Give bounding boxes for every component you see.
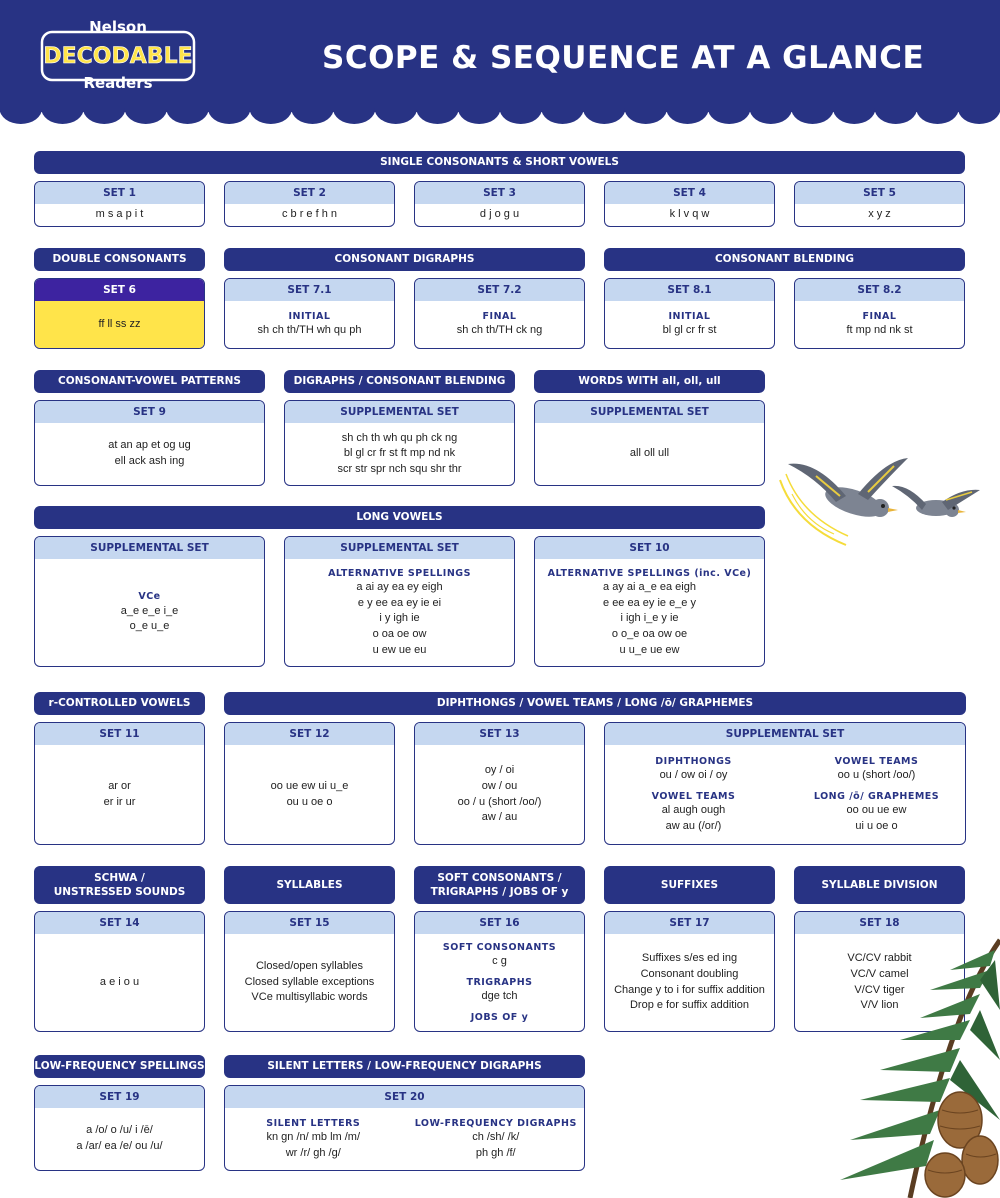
section-consonant-vowel-patterns: CONSONANT-VOWEL PATTERNS [34, 370, 265, 393]
card-line: e y ee ea ey ie ei [357, 596, 442, 609]
card-body [285, 423, 514, 485]
card-subtitle: FINAL [862, 310, 897, 322]
card-body [415, 301, 584, 348]
card-subtitle: LOW-FREQUENCY DIGRAPHS [414, 1117, 577, 1129]
card-subtitle: ALTERNATIVE SPELLINGS [328, 567, 471, 579]
card-group [792, 755, 961, 784]
card-group [229, 1117, 398, 1162]
card-line: o oa oe ow [372, 628, 427, 641]
card-title: SET 15 [225, 912, 394, 934]
nelson-decodable-readers-logo [38, 18, 198, 94]
section-consonant-digraphs: CONSONANT DIGRAPHS [224, 248, 585, 271]
card-line: e ee ea ey ie e_e y [603, 596, 696, 609]
card-body [535, 423, 764, 485]
card-group [792, 790, 961, 835]
section-double-consonants: DOUBLE CONSONANTS [34, 248, 205, 271]
section-consonant-blending: CONSONANT BLENDING [604, 248, 965, 271]
pine-branch-illustration [830, 930, 1000, 1198]
card-line: Suffixes s/es ed ing [641, 952, 738, 965]
card-line: c g [492, 955, 507, 968]
card-line: Change y to i for suffix addition [614, 983, 765, 996]
supplemental-alternative-spellings-card [284, 536, 515, 667]
card-line: V/V lion [860, 999, 899, 1012]
card-line: m s a p i t [95, 208, 144, 221]
card-body [535, 559, 764, 666]
set-8-1-card [604, 278, 775, 349]
card-title: SET 5 [795, 182, 964, 204]
card-title: SUPPLEMENTAL SET [35, 537, 264, 559]
section-soft-line1: SOFT CONSONANTS / [437, 871, 562, 884]
card-line: Drop e for suffix addition [629, 999, 750, 1012]
card-title: SET 10 [535, 537, 764, 559]
card-title: SET 14 [35, 912, 204, 934]
card-line: ou / ow oi / oy [659, 769, 728, 782]
card-body [35, 934, 204, 1031]
card-body [415, 204, 584, 226]
card-line: k l v q w [669, 208, 710, 221]
section-soft-line2: TRIGRAPHS / JOBS OF y [430, 886, 569, 898]
card-title: SET 20 [225, 1086, 584, 1108]
supplemental-vce-card [34, 536, 265, 667]
card-line: VC/V camel [850, 967, 909, 980]
set-19-card [34, 1085, 205, 1171]
card-subtitle: ALTERNATIVE SPELLINGS (inc. VCe) [547, 567, 752, 579]
card-line: ar or [108, 779, 131, 792]
card-line: a_e e_e i_e [120, 604, 179, 617]
card-line: c b r e f h n [281, 208, 338, 221]
card-subtitle: DIPHTHONGS [655, 755, 732, 767]
card-body [35, 423, 264, 485]
card-line: Closed syllable exceptions [244, 975, 375, 988]
card-body [415, 745, 584, 844]
set-5-card [794, 181, 965, 227]
set-10-card [534, 536, 765, 667]
card-line: Closed/open syllables [255, 960, 363, 973]
card-title: SET 11 [35, 723, 204, 745]
svg-text:Nelson: Nelson [89, 18, 147, 36]
card-body [35, 204, 204, 226]
card-title: SET 13 [415, 723, 584, 745]
set-16-card [414, 911, 585, 1032]
section-diphthongs: DIPHTHONGS / VOWEL TEAMS / LONG /ō/ GRAPHEMES [224, 692, 966, 715]
card-body [605, 934, 774, 1031]
card-body [35, 1108, 204, 1170]
section-r-controlled-vowels: r-CONTROLLED VOWELS [34, 692, 205, 715]
card-groups [229, 1117, 580, 1162]
birds-illustration [776, 450, 986, 550]
card-subtitle: SILENT LETTERS [266, 1117, 361, 1129]
card-line: ou u oe o [286, 795, 333, 808]
set-9-card [34, 400, 265, 486]
card-line: oo ou ue ew [846, 804, 907, 817]
card-title: SUPPLEMENTAL SET [605, 723, 965, 745]
card-subtitle: VCe [138, 591, 161, 603]
card-line: at an ap et og ug [108, 439, 191, 452]
card-subtitle: INITIAL [668, 310, 711, 322]
card-body [605, 301, 774, 348]
card-line: a ay ai a_e ea eigh [603, 581, 696, 594]
section-silent-letters: SILENT LETTERS / LOW-FREQUENCY DIGRAPHS [224, 1055, 585, 1078]
card-line: oo / u (short /oo/) [457, 795, 542, 808]
card-subtitle: JOBS OF y [470, 1011, 529, 1023]
set-4-card [604, 181, 775, 227]
card-body [225, 301, 394, 348]
section-syllable-division: SYLLABLE DIVISION [794, 866, 965, 904]
section-single-consonants: SINGLE CONSONANTS & SHORT VOWELS [34, 151, 965, 174]
card-body [605, 745, 965, 844]
card-body [795, 301, 964, 348]
card-title: SUPPLEMENTAL SET [285, 401, 514, 423]
card-line: dge tch [481, 990, 518, 1003]
card-line: aw / au [481, 811, 518, 824]
card-line: ui u oe o [855, 819, 898, 832]
set-1-card [34, 181, 205, 227]
card-line: ell ack ash ing [114, 455, 185, 467]
card-title: SET 16 [415, 912, 584, 934]
card-line: ff ll ss zz [98, 317, 141, 330]
card-line: scr str spr nch squ shr thr [337, 462, 462, 475]
card-subtitle: FINAL [482, 310, 517, 322]
card-line: ft mp nd nk st [846, 324, 913, 337]
card-group [609, 790, 778, 835]
card-body [795, 204, 964, 226]
card-line: x y z [868, 208, 891, 221]
card-title: SET 7.2 [415, 279, 584, 301]
card-line: oy / oi [484, 764, 515, 777]
section-soft-consonants [414, 866, 585, 904]
card-title: SUPPLEMENTAL SET [535, 401, 764, 423]
card-title: SET 19 [35, 1086, 204, 1108]
set-14-card [34, 911, 205, 1032]
card-title: SET 18 [795, 912, 964, 934]
card-line: ph gh /f/ [475, 1146, 516, 1159]
set-7-2-card [414, 278, 585, 349]
card-line: ch /sh/ /k/ [472, 1131, 520, 1144]
card-title: SET 3 [415, 182, 584, 204]
card-body [225, 1108, 584, 1170]
card-line: u u_e ue ew [619, 643, 680, 656]
card-line: a /o/ o /u/ i /ē/ [86, 1124, 153, 1137]
set-7-1-card [224, 278, 395, 349]
card-subtitle: SOFT CONSONANTS [442, 941, 557, 953]
set-13-card [414, 722, 585, 845]
card-title: SET 9 [35, 401, 264, 423]
card-body [35, 301, 204, 348]
card-line: d j o g u [479, 208, 520, 221]
supplemental-digraphs-card [284, 400, 515, 486]
card-body [225, 934, 394, 1031]
scalloped-edge [0, 108, 1000, 132]
card-subtitle: VOWEL TEAMS [834, 755, 919, 767]
card-line: oo u (short /oo/) [837, 769, 916, 782]
card-title: SET 4 [605, 182, 774, 204]
card-line: o o_e oa ow oe [611, 628, 688, 641]
set-12-card [224, 722, 395, 845]
card-body [35, 745, 204, 844]
section-words-all-oll-ull: WORDS WITH all, oll, ull [534, 370, 765, 393]
card-body [415, 934, 584, 1031]
card-line: sh ch th wh qu ph ck ng [341, 431, 458, 444]
card-line: Consonant doubling [640, 967, 739, 980]
card-title: SET 12 [225, 723, 394, 745]
card-body [225, 745, 394, 844]
section-suffixes: SUFFIXES [604, 866, 775, 904]
card-subtitle: INITIAL [288, 310, 331, 322]
card-line: bl gl cr fr st ft mp nd nk [343, 447, 456, 460]
card-line: a /ar/ ea /e/ ou /u/ [76, 1140, 163, 1152]
card-line: VCe multisyllabic words [251, 991, 368, 1004]
page-title: SCOPE & SEQUENCE AT A GLANCE [322, 40, 925, 76]
supplemental-diphthongs-card [604, 722, 966, 845]
section-syllables: SYLLABLES [224, 866, 395, 904]
card-line: all oll ull [629, 447, 670, 460]
card-line: i y igh ie [379, 612, 420, 625]
set-6-card [34, 278, 205, 349]
card-line: al augh ough [661, 804, 726, 817]
card-line: ow / ou [481, 779, 518, 792]
section-low-frequency-spellings: LOW-FREQUENCY SPELLINGS [34, 1055, 205, 1078]
card-title: SET 7.1 [225, 279, 394, 301]
svg-text:Readers: Readers [83, 74, 153, 92]
card-title: SET 17 [605, 912, 774, 934]
card-groups [609, 755, 961, 835]
card-line: i igh i_e y ie [620, 612, 679, 625]
card-title: SET 8.2 [795, 279, 964, 301]
card-line: a e i o u [99, 975, 140, 988]
section-schwa-line1: SCHWA / [94, 871, 145, 884]
card-line: oo ue ew ui u_e [270, 779, 349, 792]
set-3-card [414, 181, 585, 227]
card-line: V/CV tiger [854, 983, 905, 996]
card-title: SET 2 [225, 182, 394, 204]
card-line: aw au (/or/) [665, 819, 722, 832]
card-group [412, 1117, 581, 1162]
card-body [35, 559, 264, 666]
section-schwa-line2: UNSTRESSED SOUNDS [53, 886, 186, 898]
card-body [605, 204, 774, 226]
card-subtitle: LONG /ō/ GRAPHEMES [813, 790, 940, 802]
card-title: SET 1 [35, 182, 204, 204]
set-2-card [224, 181, 395, 227]
svg-text:DECODABLE: DECODABLE [43, 44, 193, 69]
card-group [609, 755, 778, 784]
set-8-2-card [794, 278, 965, 349]
section-long-vowels: LONG VOWELS [34, 506, 765, 529]
set-20-card [224, 1085, 585, 1171]
card-title: SUPPLEMENTAL SET [285, 537, 514, 559]
section-digraphs-blending: DIGRAPHS / CONSONANT BLENDING [284, 370, 515, 393]
card-subtitle: TRIGRAPHS [466, 976, 533, 988]
card-line: er ir ur [103, 795, 136, 808]
card-line: wr /r/ gh /g/ [285, 1146, 341, 1159]
card-line: kn gn /n/ mb lm /m/ [266, 1131, 361, 1144]
supplemental-all-oll-ull-card [534, 400, 765, 486]
card-title: SET 8.1 [605, 279, 774, 301]
set-17-card [604, 911, 775, 1032]
card-subtitle: VOWEL TEAMS [651, 790, 736, 802]
section-schwa [34, 866, 205, 904]
card-line: u ew ue eu [372, 643, 427, 656]
card-body [285, 559, 514, 666]
card-line: bl gl cr fr st [662, 324, 717, 337]
card-line: a ai ay ea ey eigh [356, 581, 443, 594]
set-11-card [34, 722, 205, 845]
card-line: VC/CV rabbit [847, 952, 912, 965]
card-title: SET 6 [35, 279, 204, 301]
card-body [225, 204, 394, 226]
card-line: o_e u_e [129, 620, 170, 633]
card-line: sh ch th/TH wh qu ph [257, 324, 362, 337]
set-15-card [224, 911, 395, 1032]
card-line: sh ch th/TH ck ng [456, 324, 543, 337]
